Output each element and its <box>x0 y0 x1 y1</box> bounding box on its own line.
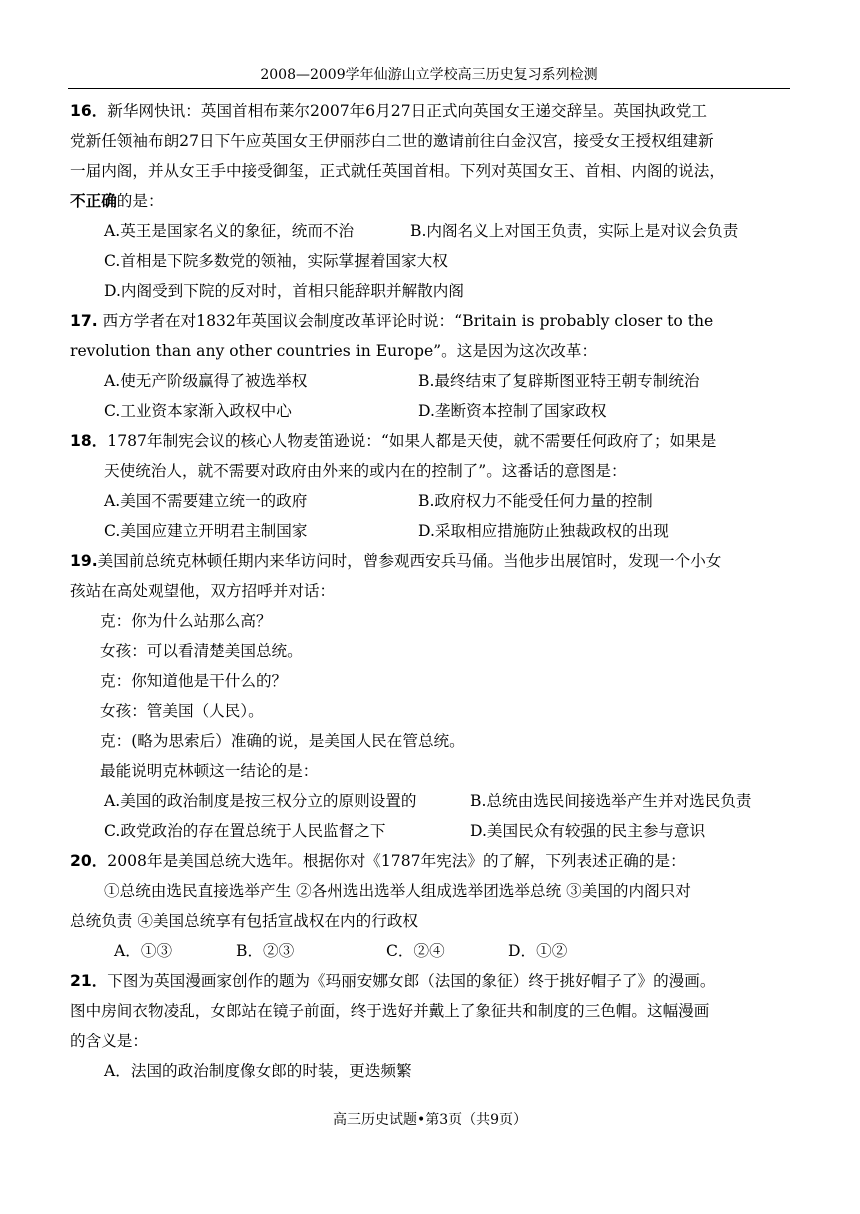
q20-text-1: 2008年是美国总统大选年。根据你对《1787年宪法》的了解，下列表述正确的是： <box>107 852 686 870</box>
q16-option-b: B.内阁名义上对国王负责，实际上是对议会负责 <box>410 222 739 240</box>
q17-options-cd <box>104 401 829 421</box>
q18-text-1: 1787年制宪会议的核心人物麦笛逊说：“如果人都是天使，就不需要任何政府了；如果是 <box>107 432 717 450</box>
q16-line-4 <box>70 191 795 211</box>
q19-dialogue-4: 女孩：管美国（人民）。 <box>100 702 264 720</box>
q16-line-3: 一届内阁，并从女王手中接受御玺，正式就任英国首相。下列对英国女王、首相、内阁的说法， <box>70 162 725 180</box>
q21-option-a: A．法国的政治制度像女郎的时装，更迭频繁 <box>104 1062 412 1080</box>
q18-option-b: B.政府权力不能受任何力量的控制 <box>418 492 653 510</box>
q16-line-1 <box>70 101 795 121</box>
page-header: 2008—2009学年仙游山立学校高三历史复习系列检测 <box>260 67 598 83</box>
q16-option-a: A.英王是国家名义的象征，统而不治 <box>104 222 355 240</box>
q19-dialogue-3: 克：你知道他是干什么的？ <box>100 672 288 690</box>
q21-line-2: 图中房间衣物凌乱，女郎站在镜子前面，终于选好并戴上了象征共和制度的三色帽。这幅漫画 <box>70 1002 710 1020</box>
q16-emphasis: 不正确 <box>70 191 117 210</box>
q16-text-1: 新华网快讯：英国首相布莱尔2007年6月27日正式向英国女王递交辞呈。英国执政党工 <box>107 102 707 120</box>
q21-line-3: 的含义是： <box>70 1032 148 1050</box>
q21-number: 21． <box>70 972 108 990</box>
q21-text-1: 下图为英国漫画家创作的题为《玛丽安娜女郎（法国的象征）终于挑好帽子了》的漫画。 <box>107 972 716 990</box>
q17-option-d: D.垄断资本控制了国家政权 <box>418 402 607 420</box>
q19-options-cd <box>104 821 829 841</box>
q19-line-3: 最能说明克林顿这一结论的是： <box>100 762 319 780</box>
q19-text-1: 美国前总统克林顿任期内来华访问时，曾参观西安兵马俑。当他步出展馆时，发现一个小女 <box>97 552 722 570</box>
q16-option-d: D.内阁受到下院的反对时，首相只能辞职并解散内阁 <box>104 282 464 300</box>
q17-option-a: A.使无产阶级赢得了被选举权 <box>104 372 308 390</box>
q19-dialogue-5: 克：(略为思索后）准确的说，是美国人民在管总统。 <box>100 732 465 750</box>
q19-dialogue-1: 克：你为什么站那么高？ <box>100 612 272 630</box>
q16-number: 16． <box>70 102 108 120</box>
q19-option-c: C.政党政治的存在置总统于人民监督之下 <box>104 822 386 840</box>
q18-line-1 <box>70 431 795 451</box>
q18-options-cd <box>104 521 829 541</box>
q18-option-c: C.美国应建立开明君主制国家 <box>104 522 308 540</box>
q20-option-a: A．①③ <box>114 942 173 960</box>
header-rule <box>68 88 790 89</box>
q17-line-2: revolution than any other countries in Europe”。这是因为这次改革： <box>70 342 598 360</box>
q17-option-c: C.工业资本家渐入政权中心 <box>104 402 292 420</box>
q18-number: 18． <box>70 432 108 450</box>
q20-line-2: ①总统由选民直接选举产生 ②各州选出选举人组成选举团选举总统 ③美国的内阁只对 <box>104 882 691 900</box>
q19-number: 19. <box>70 552 98 570</box>
q20-option-d: D．①② <box>508 942 568 960</box>
q18-option-d: D.采取相应措施防止独裁政权的出现 <box>418 522 669 540</box>
q17-line-1 <box>70 311 795 331</box>
page-footer: 高三历史试题•第3页（共9页） <box>332 1112 528 1128</box>
q20-number: 20． <box>70 852 108 870</box>
q20-option-c: C．②④ <box>386 942 445 960</box>
q17-number: 17. <box>70 312 98 330</box>
q19-options-ab <box>104 791 829 811</box>
q17-text-1: 西方学者在对1832年英国议会制度改革评论时说：“Britain is probably closer to the <box>97 312 714 330</box>
q19-option-b: B.总统由选民间接选举产生并对选民负责 <box>470 792 752 810</box>
q20-line-3: 总统负责 ④美国总统享有包括宣战权在内的行政权 <box>70 912 419 930</box>
q19-option-a: A.美国的政治制度是按三权分立的原则设置的 <box>104 792 417 810</box>
q16-text-4: 的是： <box>116 192 164 210</box>
q20-options <box>114 941 839 961</box>
q17-options-ab <box>104 371 829 391</box>
q16-line-2: 党新任领袖布朗27日下午应英国女王伊丽莎白二世的邀请前往白金汉宫，接受女王授权组建新 <box>70 132 714 150</box>
q19-line-2: 孩站在高处观望他，双方招呼并对话： <box>70 582 336 600</box>
q19-line-1 <box>70 551 795 571</box>
q20-option-b: B．②③ <box>236 942 295 960</box>
q16-options-ab <box>104 221 829 241</box>
q18-options-ab <box>104 491 829 511</box>
q21-line-1 <box>70 971 795 991</box>
q16-option-c: C.首相是下院多数党的领袖，实际掌握着国家大权 <box>104 252 448 270</box>
q17-option-b: B.最终结束了复辟斯图亚特王朝专制统治 <box>418 372 700 390</box>
q19-dialogue-2: 女孩：可以看清楚美国总统。 <box>100 642 303 660</box>
q18-line-2: 天使统治人，就不需要对政府由外来的或内在的控制了”。这番话的意图是： <box>104 462 627 480</box>
q18-option-a: A.美国不需要建立统一的政府 <box>104 492 308 510</box>
q20-line-1 <box>70 851 795 871</box>
q19-option-d: D.美国民众有较强的民主参与意识 <box>470 822 706 840</box>
